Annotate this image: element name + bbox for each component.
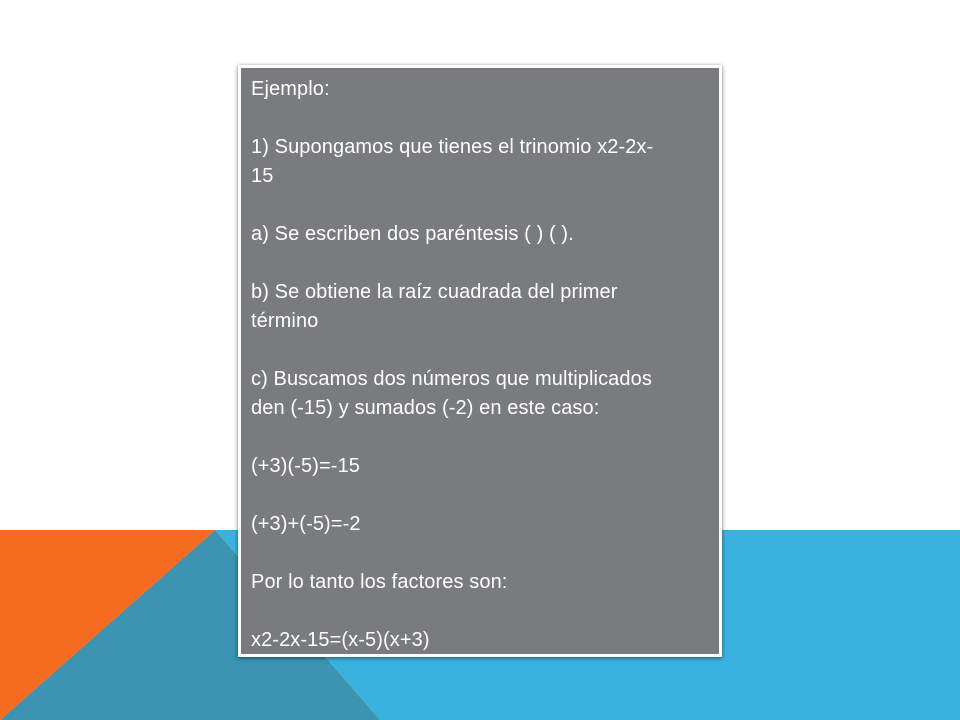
heading-ejemplo: Ejemplo: (251, 78, 330, 100)
spacer (251, 249, 709, 278)
step-1-line-2: 15 (251, 165, 274, 187)
step-c-line-1: c) Buscamos dos números que multiplicados (251, 368, 652, 390)
step-a: a) Se escriben dos paréntesis ( ) ( ). (251, 223, 574, 245)
step-c-line-2: den (-15) y sumados (-2) en este caso: (251, 397, 600, 419)
spacer (251, 336, 709, 365)
sum-equation: (+3)+(-5)=-2 (251, 513, 361, 535)
conclusion: Por lo tanto los factores son: (251, 571, 508, 593)
step-1-line-1: 1) Supongamos que tienes el trinomio x2-2x- (251, 136, 654, 158)
spacer (251, 539, 709, 568)
example-text-card (238, 65, 722, 657)
step-b-line-2: término (251, 310, 319, 332)
spacer (251, 191, 709, 220)
spacer (251, 423, 709, 452)
step-b-line-1: b) Se obtiene la raíz cuadrada del primer (251, 281, 618, 303)
product-equation: (+3)(-5)=-15 (251, 455, 361, 477)
spacer (251, 104, 709, 133)
spacer (251, 597, 709, 626)
spacer (251, 481, 709, 510)
factored-result: x2-2x-15=(x-5)(x+3) (251, 629, 430, 651)
